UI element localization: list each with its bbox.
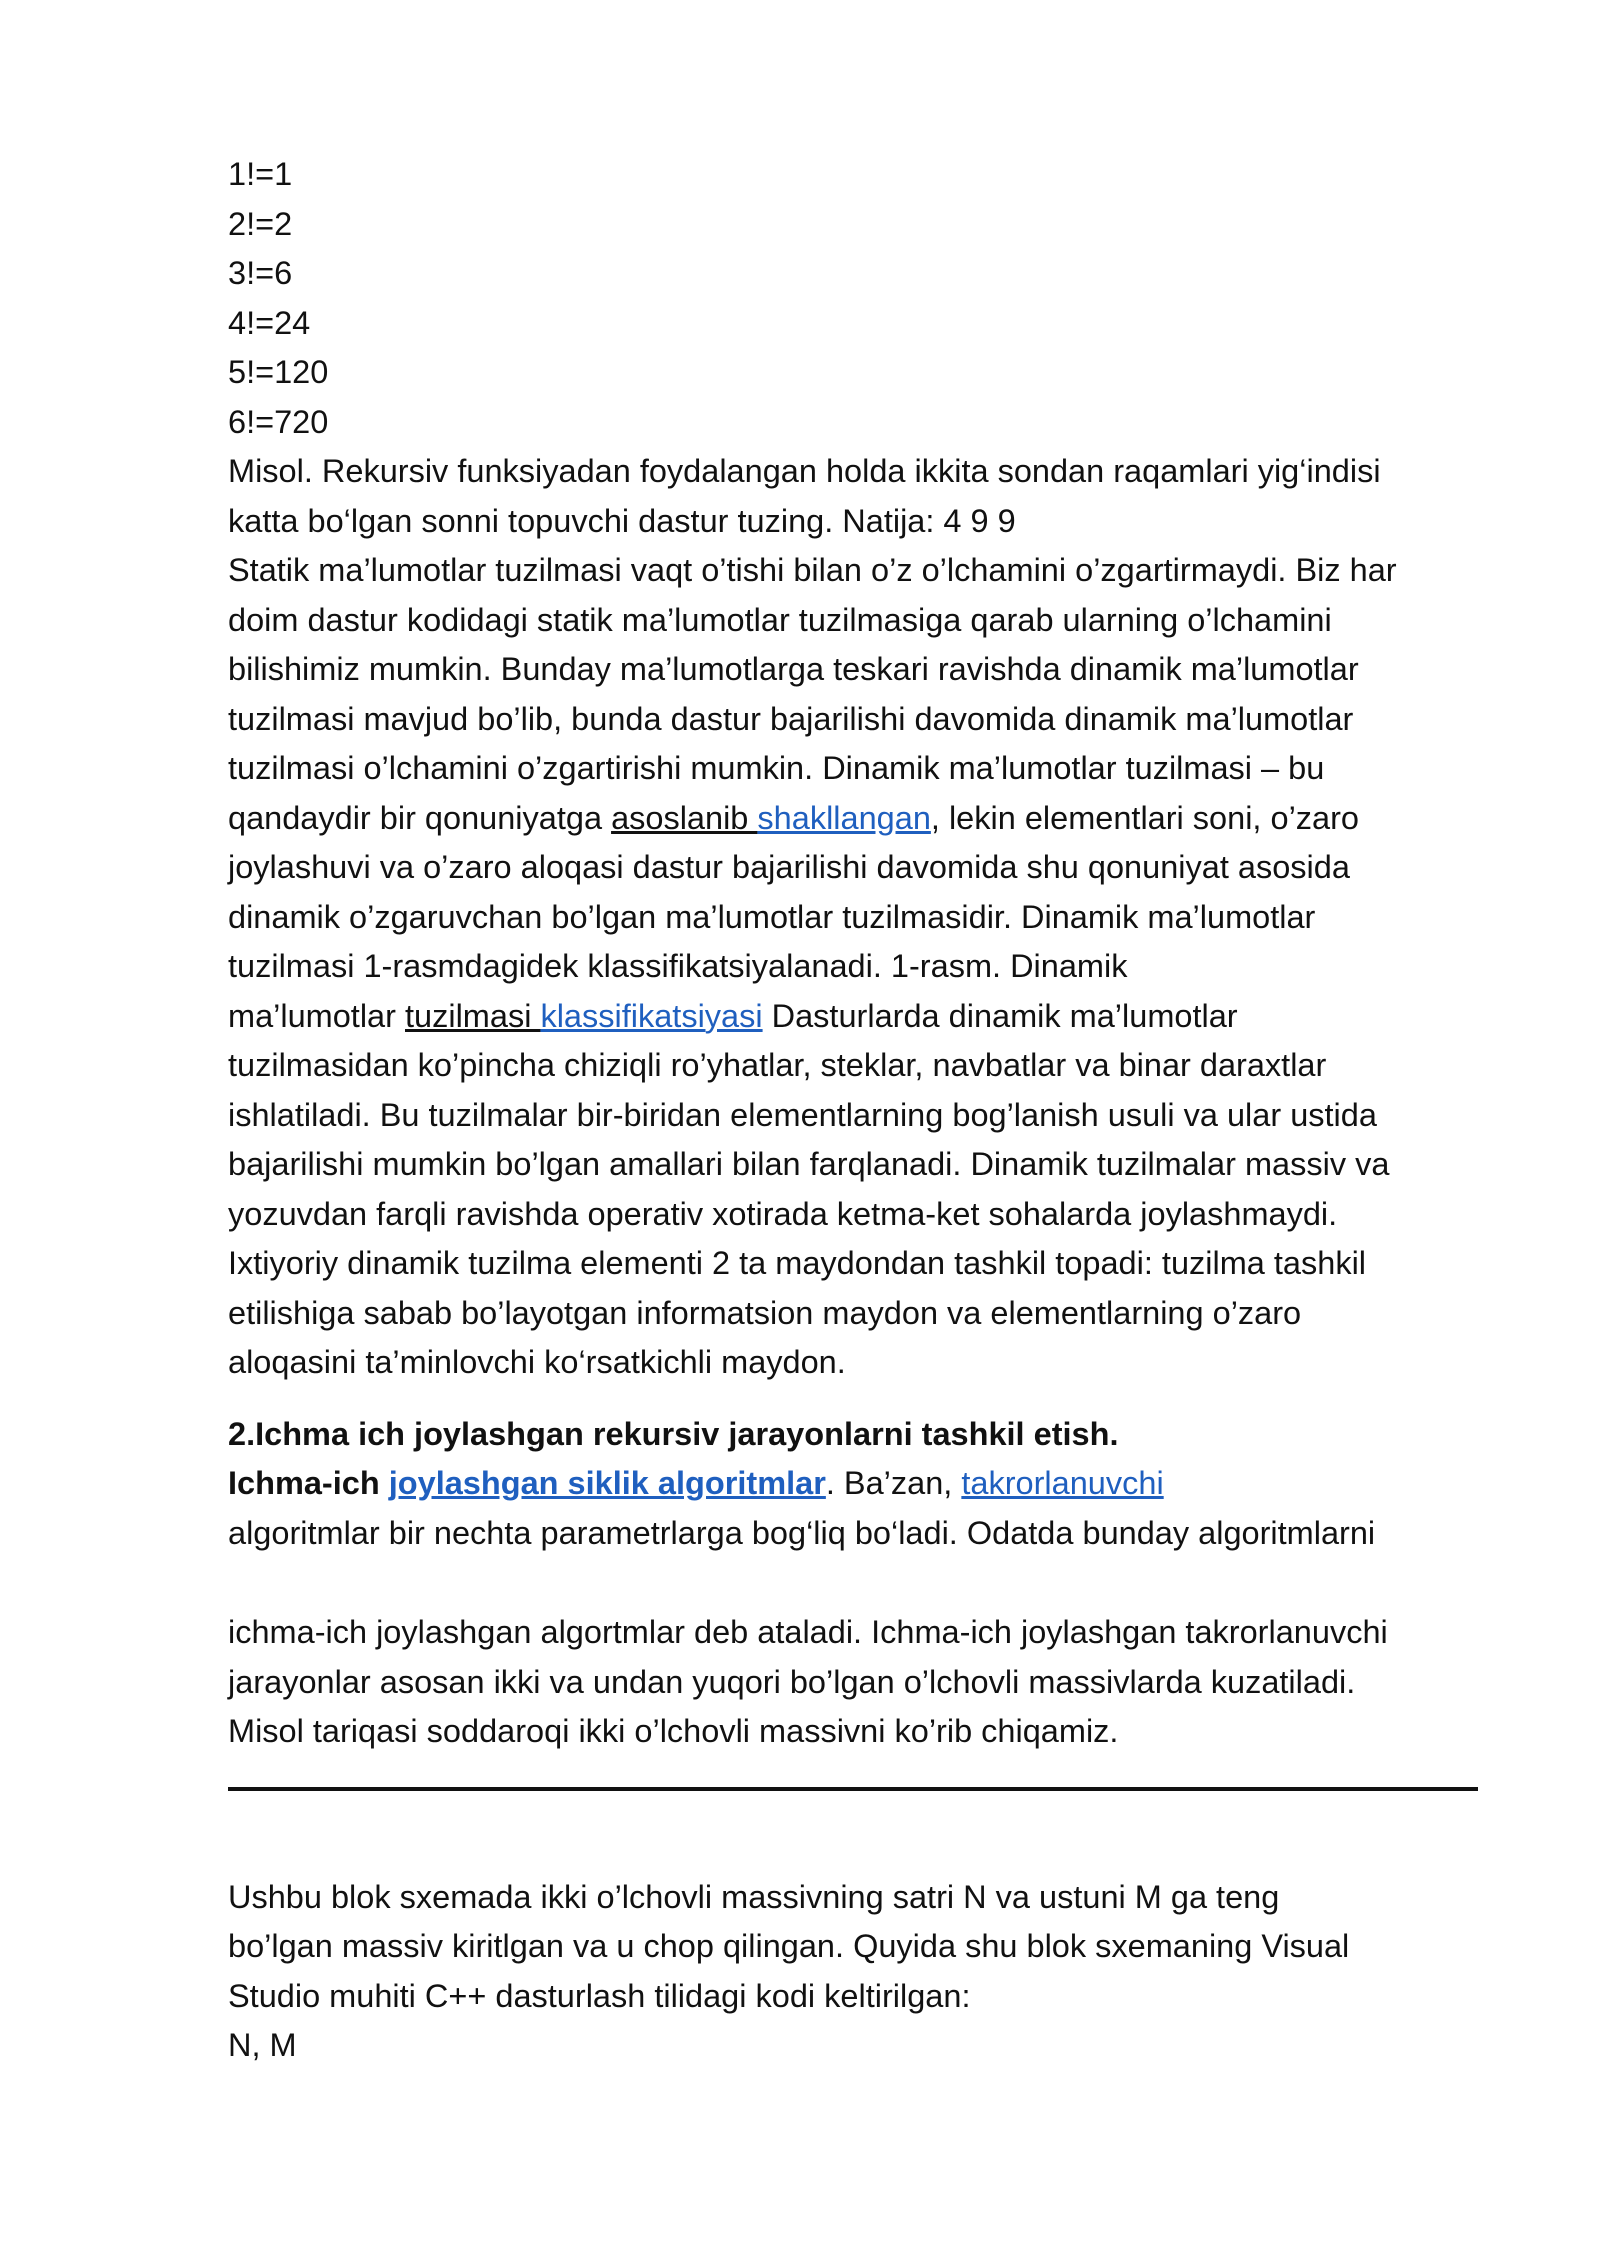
text-line: aloqasini ta’minlovchi ko‘rsatkichli maydon. [228, 1344, 846, 1380]
text-line: doim dastur kodidagi statik ma’lumotlar tuzilmasiga qarab ularning o’lchamini [228, 601, 1332, 638]
bold-text: Ichma-ich [228, 1465, 389, 1501]
text-line: tuzilmasidan ko’pincha chiziqli ro’yhatlar, steklar, navbatlar va binar daraxtlar [228, 1047, 1327, 1083]
link-asoslanib[interactable]: asoslanib [611, 799, 758, 836]
section-heading: 2.Ichma ich joylashgan rekursiv jarayonlarni tashkil etish. [228, 1415, 1119, 1452]
example-paragraph [228, 447, 1480, 546]
link-klassifikatsiyasi[interactable]: klassifikatsiyasi [540, 997, 763, 1034]
text-line: algoritmlar bir nechta parametrlarga bog‘liq bo‘ladi. Odatda bunday algoritmlarni [228, 1514, 1376, 1551]
factorial-line: 6!=720 [228, 403, 329, 440]
text-line [228, 992, 1480, 1042]
factorial-line: 2!=2 [228, 205, 293, 242]
factorial-line: 5!=120 [228, 354, 329, 390]
link-nested-loop-algorithms[interactable]: joylashgan siklik algoritmlar [388, 1465, 826, 1501]
block-scheme-paragraph [228, 1873, 1480, 2071]
factorial-line: 4!=24 [228, 304, 311, 341]
text-span: . Ba’zan, [825, 1465, 962, 1501]
text-line: katta bo‘lgan sonni topuvchi dastur tuzing. Natija: 4 9 9 [228, 502, 1016, 539]
text-line [228, 794, 1480, 844]
text-span: qandaydir bir qonuniyatga [228, 799, 612, 836]
text-line: yozuvdan farqli ravishda operativ xotirada ketma-ket sohalarda joylashmaydi. [228, 1195, 1338, 1232]
factorial-line: 1!=1 [228, 156, 293, 192]
text-span: ma’lumotlar [228, 997, 405, 1034]
text-line: tuzilmasi mavjud bo’lib, bunda dastur bajarilishi davomida dinamik ma’lumotlar [228, 700, 1354, 737]
text-line: etilishiga sabab bo’layotgan informatsion maydon va elementlarning o’zaro [228, 1294, 1302, 1331]
text-line: tuzilmasi o’lchamini o’zgartirishi mumkin. Dinamik ma’lumotlar tuzilmasi – bu [228, 750, 1325, 786]
text-line: Ushbu blok sxemada ikki o’lchovli massivning satri N va ustuni M ga teng [228, 1878, 1280, 1915]
text-line: Misol. Rekursiv funksiyadan foydalangan holda ikkita sondan raqamlari yig‘indisi [228, 453, 1381, 489]
text-line [228, 1459, 1480, 1509]
text-line: joylashuvi va o’zaro aloqasi dastur bajarilishi davomida shu qonuniyat asosida [228, 849, 1350, 885]
link-tuzilmasi[interactable]: tuzilmasi [405, 997, 541, 1034]
text-line: bajarilishi mumkin bo’lgan amallari bilan farqlanadi. Dinamik tuzilmalar massiv va [228, 1146, 1390, 1182]
blank-space [228, 1791, 1480, 1873]
text-line: Ixtiyoriy dinamik tuzilma elementi 2 ta maydondan tashkil topadi: tuzilma tashkil [228, 1245, 1367, 1281]
text-line: N, M [228, 2027, 297, 2063]
blank-line [228, 1558, 1480, 1608]
text-line: ishlatiladi. Bu tuzilmalar bir-biridan elementlarning bog’lanish usuli va ular ustida [228, 1096, 1377, 1133]
static-structures-paragraph [228, 546, 1480, 1388]
factorial-line: 3!=6 [228, 255, 293, 291]
text-line: jarayonlar asosan ikki va undan yuqori bo’lgan o’lchovli massivlarda kuzatiladi. [228, 1663, 1356, 1700]
text-line: Statik ma’lumotlar tuzilmasi vaqt o’tishi bilan o’z o’lchamini o’zgartirmaydi. Biz har [228, 552, 1397, 588]
factorial-list [228, 150, 1480, 447]
text-span: , lekin elementlari soni, o’zaro [930, 799, 1360, 836]
text-line: tuzilmasi 1-rasmdagidek klassifikatsiyalanadi. 1-rasm. Dinamik [228, 948, 1128, 984]
text-line: ichma-ich joylashgan algortmlar deb ataladi. Ichma-ich joylashgan takrorlanuvchi [228, 1614, 1388, 1650]
link-takrorlanuvchi[interactable]: takrorlanuvchi [961, 1465, 1164, 1501]
text-line: Studio muhiti C++ dasturlash tilidagi kodi keltirilgan: [228, 1977, 971, 2014]
link-shakllangan[interactable]: shakllangan [757, 799, 931, 836]
text-line: bo’lgan massiv kiritlgan va u chop qilingan. Quyida shu blok sxemaning Visual [228, 1928, 1350, 1964]
text-line: Misol tariqasi soddaroqi ikki o’lchovli massivni ko’rib chiqamiz. [228, 1713, 1119, 1749]
text-line: dinamik o’zgaruvchan bo’lgan ma’lumotlar tuzilmasidir. Dinamik ma’lumotlar [228, 898, 1316, 935]
text-line: bilishimiz mumkin. Bunday ma’lumotlarga teskari ravishda dinamik ma’lumotlar [228, 651, 1359, 687]
text-span: Dasturlarda dinamik ma’lumotlar [762, 997, 1238, 1034]
section-2 [228, 1410, 1480, 1757]
